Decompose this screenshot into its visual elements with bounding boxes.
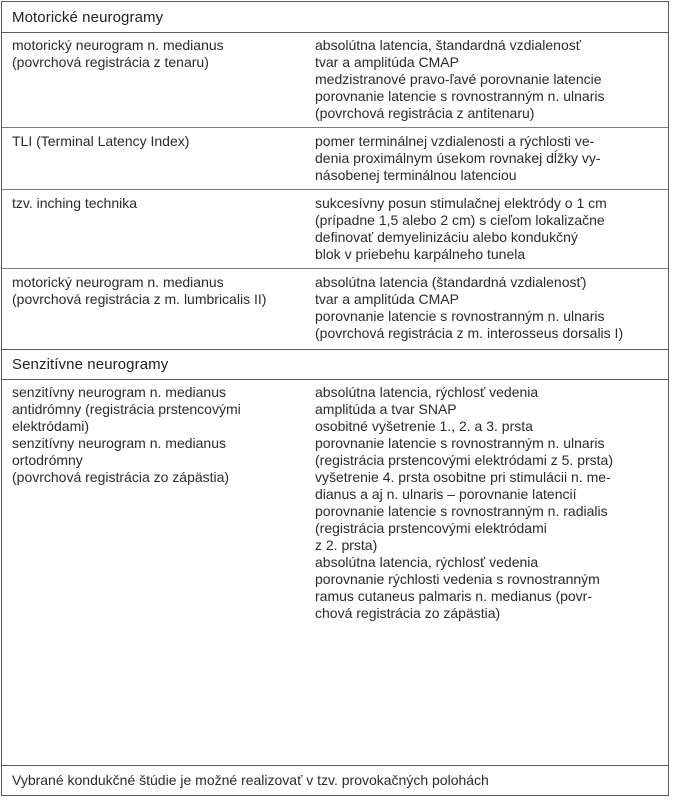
row-description-line: (registrácia prstencovými elektródami	[315, 520, 547, 536]
table-frame	[1, 1, 669, 796]
row-description-line: ramus cutaneus palmaris n. medianus (povr-	[315, 588, 593, 604]
row-description-line: absolútna latencia, štandardná vzdialenosť	[315, 37, 581, 53]
row-description-line: (registrácia prstencovými elektródami z 5. prsta)	[315, 452, 613, 468]
row-description	[315, 133, 658, 184]
row-description	[315, 274, 658, 342]
row-description-line: tvar a amplitúda CMAP	[315, 291, 459, 307]
row-description-line: porovnanie latencie s rovnostranným n. ulnaris	[315, 435, 605, 451]
row-description-line: tvar a amplitúda CMAP	[315, 54, 459, 70]
row-description-line: denia proximálnym úsekom rovnakej dĺžky vy-	[315, 150, 601, 166]
row-description-line: medzistranové pravo-ľavé porovnanie latencie	[315, 71, 602, 87]
row-description-line: absolútna latencia, rýchlosť vedenia	[315, 554, 539, 570]
row-description	[315, 384, 658, 622]
table-row	[2, 127, 668, 189]
row-label	[12, 37, 315, 122]
row-description-line: absolútna latencia, rýchlosť vedenia	[315, 384, 539, 400]
row-description-line: (povrchová registrácia z m. interosseus dorsalis I)	[315, 325, 624, 341]
row-description-line: dianus a aj n. ulnaris – porovnanie latencií	[315, 486, 577, 502]
row-description-line: porovnanie latencie s rovnostranným n. ulnaris	[315, 308, 605, 324]
row-label-line: senzitívny neurogram n. medianus	[12, 435, 226, 451]
row-label-line: tzv. inching technika	[12, 195, 138, 211]
row-description-line: sukcesívny posun stimulačnej elektródy o 1 cm	[315, 195, 607, 211]
row-label-line: (povrchová registrácia z tenaru)	[12, 54, 209, 70]
row-description-line: pomer terminálnej vzdialenosti a rýchlosti ve-	[315, 133, 595, 149]
row-label-line: elektródami)	[12, 418, 90, 434]
section-header-sensory: Senzitívne neurogramy	[2, 349, 668, 380]
row-label-line: (povrchová registrácia zo zápästia)	[12, 469, 230, 485]
row-description-line: (prípadne 1,5 alebo 2 cm) s cieľom lokalizačne	[315, 212, 605, 228]
row-description-line: blok v priebehu karpálneho tunela	[315, 246, 526, 262]
row-label-line: TLI (Terminal Latency Index)	[12, 133, 190, 149]
row-description-line: osobitné vyšetrenie 1., 2. a 3. prsta	[315, 418, 533, 434]
row-label-line: antidrómny (registrácia prstencovými	[12, 401, 241, 417]
table-footnote: Vybrané kondukčné štúdie je možné realizovať v tzv. provokačných polohách	[2, 765, 668, 795]
row-description-line: z 2. prsta)	[315, 537, 378, 553]
row-description-line: porovnanie latencie s rovnostranným n. radialis	[315, 503, 608, 519]
row-description-line: vyšetrenie 4. prsta osobitne pri stimulácii n. me-	[315, 469, 611, 485]
row-label-line: ortodrómny	[12, 452, 83, 468]
row-label	[12, 195, 315, 263]
row-description-line: chová registrácia zo zápästia)	[315, 605, 501, 621]
table-row	[2, 189, 668, 268]
row-description	[315, 195, 658, 263]
row-description-line: násobenej terminálnou latenciou	[315, 167, 517, 183]
row-label	[12, 274, 315, 342]
section-body-motor	[2, 33, 668, 349]
table-row	[2, 268, 668, 349]
row-label	[12, 133, 315, 184]
row-description-line: porovnanie rýchlosti vedenia s rovnostranným	[315, 571, 600, 587]
row-description-line: amplitúda a tvar SNAP	[315, 401, 457, 417]
row-description-line: absolútna latencia (štandardná vzdialenosť)	[315, 274, 587, 290]
row-label	[12, 384, 315, 622]
row-description-line: porovnanie latencie s rovnostranným n. ulnaris	[315, 88, 605, 104]
row-description	[315, 37, 658, 122]
table-row	[2, 380, 668, 628]
row-label-line: senzitívny neurogram n. medianus	[12, 384, 226, 400]
section-body-sensory	[2, 380, 668, 628]
table-row	[2, 33, 668, 127]
row-label-line: motorický neurogram n. medianus	[12, 274, 224, 290]
section-header-motor: Motorické neurogramy	[2, 2, 668, 33]
row-description-line: (povrchová registrácia z antitenaru)	[315, 105, 535, 121]
row-label-line: motorický neurogram n. medianus	[12, 37, 224, 53]
row-label-line: (povrchová registrácia z m. lumbricalis II)	[12, 291, 267, 307]
row-description-line: definovať demyelinizáciu alebo kondukčný	[315, 229, 578, 245]
